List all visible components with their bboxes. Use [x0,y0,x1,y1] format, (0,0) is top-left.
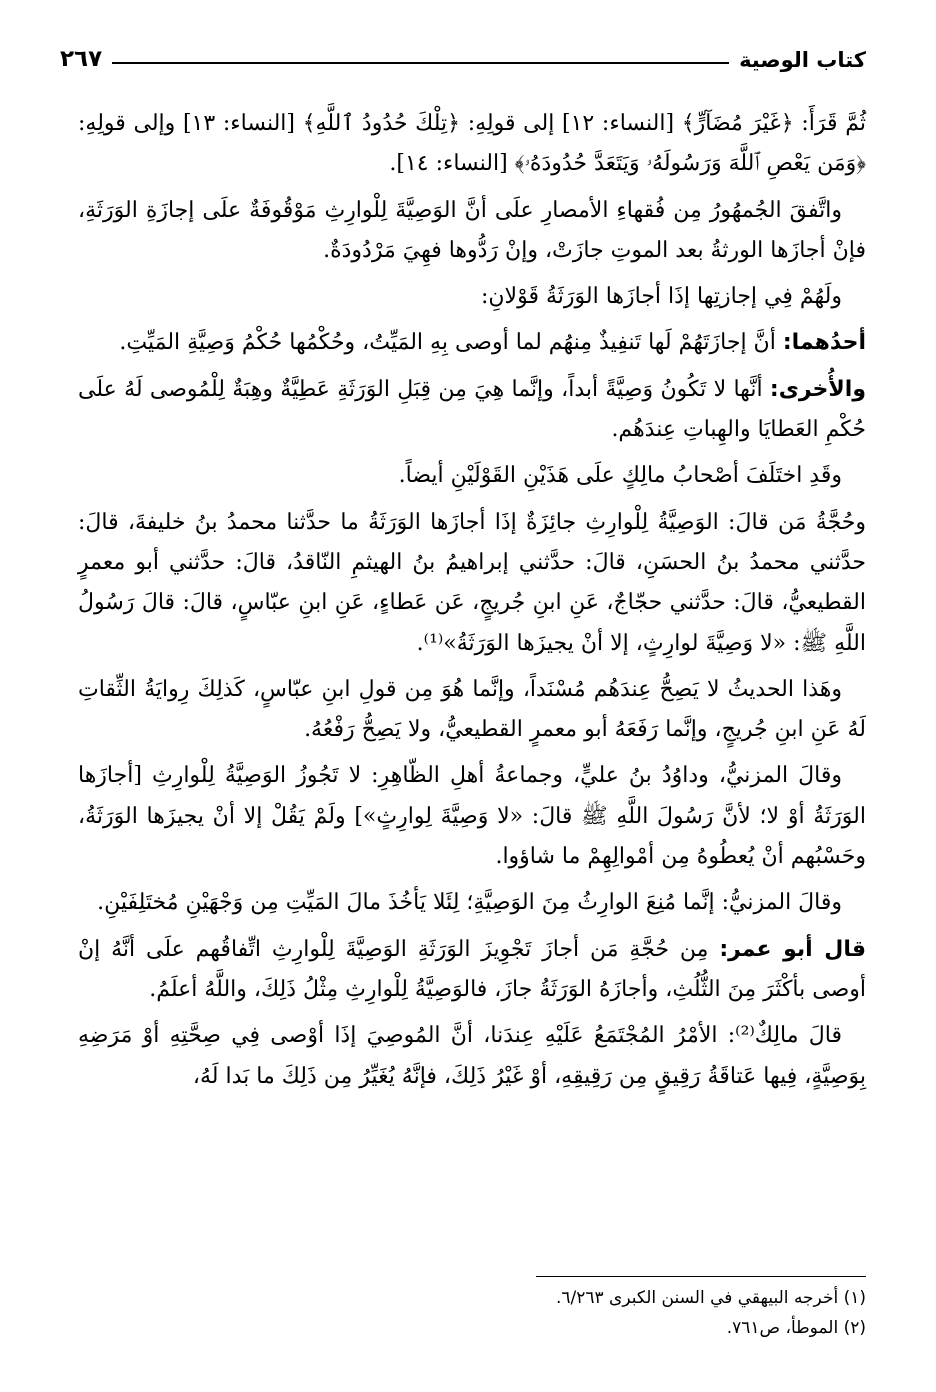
paragraph-text: أنَّ إجازَتَهُمْ لَها تَنفِيذٌ مِنهُم لما أوصى بِهِ المَيِّتُ، وحُكْمُها حُكْمُ وَصِيَّةِ المَيِّتِ. [119,330,776,356]
page-number: ٢٦٧ [60,46,103,72]
paragraph [78,930,866,1011]
footnote-2: (٢) الموطأ، ص٧٦١. [726,1318,866,1338]
paragraph-text: ولَهُمْ فِي إجازتِها إذَا أجازَها الوَرَثَةُ قَوْلانِ: [480,284,842,310]
paragraph [78,1016,866,1097]
footnotes [70,1276,866,1343]
paragraph-text: واتَّفقَ الجُمهُورُ مِن فُقهاءِ الأمصارِ علَى أنَّ الوَصِيَّةَ لِلْوارِثِ مَوْقُوفَةٌ علَى إجازَةِ الوَرَثَةِ، فإنْ أجازَها الورثةُ بعد الموتِ جازَتْ، وإنْ رَدُّوها فهِيَ مَرْدُودَةٌ. [78,197,866,263]
paragraph [78,756,866,877]
paragraph-text: أنَّها لا تَكُونُ وَصِيَّةً أبداً، وإنَّما هِيَ مِن قِبَلِ الوَرَثَةِ عَطِيَّةٌ وهِبَةٌ لِلْمُوصى لَهُ علَى حُكْمِ العَطايَا والهِباتِ عِندَهُم. [78,376,866,443]
page-header [60,38,866,72]
paragraph-lead: والأُخرى: [769,376,866,402]
paragraph [78,191,866,272]
paragraph [78,323,866,363]
chapter-title: كتاب الوصية [739,48,866,72]
paragraph-text: وقالَ المزنيُّ، وداوُدُ بنُ عليٍّ، وجماعةُ أهلِ الظّاهِرِ: لا تَجُوزُ الوَصِيَّةُ لِلْوارِثِ [أجازَها الوَرَثَةُ أوْ لا؛ لأنَّ رَسُولَ اللَّهِ ﷺ قالَ: «لا وَصِيَّةَ لِوارِثٍ»] ولَمْ يَقُلْ إلا أنْ يجيزَها الوَرَثَةُ، وحَسْبُهم أنْ يُعطُوهُ مِن أمْوالِهِمْ ما شاؤوا. [78,763,866,870]
footnote-1: (١) أخرجه البيهقي في السنن الكبرى ٦/٢٦٣. [555,1288,866,1308]
paragraph-text: وهَذا الحديثُ لا يَصِحُّ عِندَهُم مُسْنَداً، وإنَّما هُوَ مِن قولِ ابنِ عبّاسٍ، كَذلِكَ رِوايَةُ الثِّقاتِ لَهُ عَنِ ابنِ جُريجٍ، وإنَّما رَفَعَهُ أبو معمرٍ القطيعيُّ، ولا يَصِحُّ رَفْعُهُ. [78,676,866,743]
main-text [78,104,866,1103]
paragraph-lead: قال أبو عمر: [719,936,866,962]
paragraph [78,503,866,664]
paragraph [78,883,866,923]
paragraph-text: قالَ مالِكٌ⁽²⁾: الأمْرُ المُجْتَمَعُ عَلَيْهِ عِندَنا، أنَّ المُوصِيَ إذَا أوْصى فِي صِحَّتِهِ أوْ مَرَضِهِ بِوَصِيَّةٍ، فِيها عَتاقَةُ رَقِيقٍ مِن رَقِيقِهِ، أوْ غَيْرُ ذَلِكَ، فإنَّهُ يُغَيِّرُ مِن ذَلِكَ ما بَدا لَهُ، [78,1023,866,1089]
paragraph-text: مِن حُجَّةِ مَن أجازَ تَجْوِيزَ الوَرَثَةِ الوَصِيَّةَ لِلْوارِثِ اتِّفاقُهم علَى أنَّهُ إنْ أوصى بأكْثَرَ مِنَ الثُّلُثِ، وأجازَهُ الوَرَثَةُ جازَ، فالوَصِيَّةُ لِلْوارِثِ مِثْلُ ذَلِكَ، واللَّهُ أعلَمُ. [78,936,866,1002]
header-rule [112,62,729,64]
paragraph-text: وقَدِ اختَلَفَ أصْحابُ مالِكٍ علَى هَذَيْنِ القَوْلَيْنِ أيضاً. [398,463,842,489]
paragraph-text: ثُمَّ قَرَأَ: ﴿غَيْرَ مُضَآرٍّ﴾ [النساء: ١٢] إلى قولِهِ: ﴿تِلْكَ حُدُودُ ٱللَّهِ﴾ [النساء: ١٣] وإلى قولِهِ: ﴿وَمَن يَعْصِ ٱللَّهَ وَرَسُولَهُۥ وَيَتَعَدَّ حُدُودَهُۥ﴾ [النساء: ١٤]. [78,111,867,177]
paragraph-text: وقالَ المزنيُّ: إنَّما مُنِعَ الوارِثُ مِنَ الوَصِيَّةِ؛ لِئَلا يَأخُذَ مالَ المَيِّتِ مِن وَجْهَيْنِ مُختَلِفَيْنِ. [97,890,842,916]
paragraph [78,670,866,751]
paragraph-text: وحُجَّةُ مَن قالَ: الوَصِيَّةُ لِلْوارِثِ جائِزَةٌ إذَا أجازَها الوَرَثَةُ ما حدَّثنا محمدُ بنُ خليفةَ، قالَ: حدَّثني محمدُ بنُ الحسَنِ، قالَ: حدَّثني إبراهيمُ بنُ الهيثمِ النّاقدُ، قالَ: حدَّثني أبو معمرٍ القطيعيُّ، قالَ: حدَّثني حجّاجٌ، عَنِ ابنِ جُريجٍ، عَن عَطاءٍ، عَنِ ابنِ عبّاسٍ، قالَ: قالَ رَسُولُ اللَّهِ ﷺ: «لا وَصِيَّةَ لوارِثٍ، إلا أنْ يجيزَها الوَرَثَةُ»⁽¹⁾. [78,509,866,656]
paragraph [78,104,866,185]
paragraph [78,277,866,317]
paragraph [78,456,866,496]
footnote-rule [536,1276,866,1277]
paragraph [78,370,866,451]
paragraph-lead: أحدُهما: [782,330,866,356]
